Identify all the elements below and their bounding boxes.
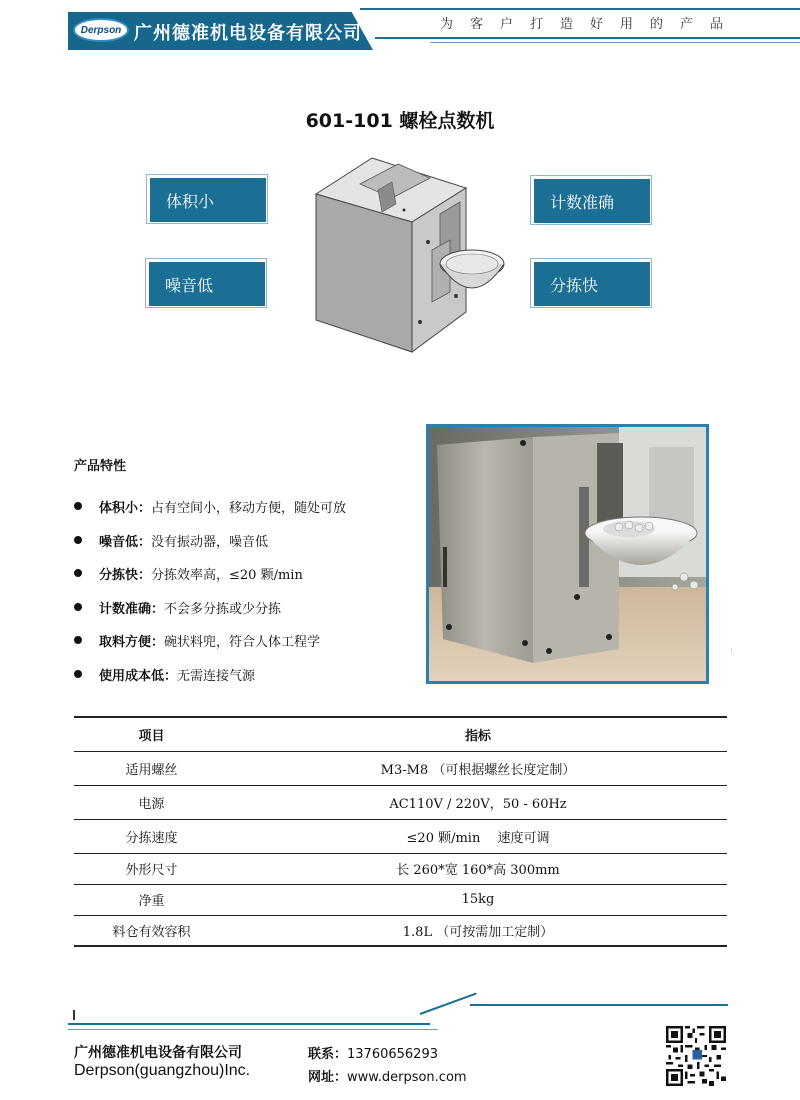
product-photo: [426, 424, 709, 684]
contact-label: 联系：: [308, 1047, 348, 1062]
spec-name: 分拣速度: [74, 819, 229, 853]
badge-fast-sort: 分拣快: [534, 262, 650, 306]
footer-rule: [68, 1023, 430, 1025]
qr-code[interactable]: [666, 1026, 726, 1086]
feature-name: 取料方便：: [99, 635, 165, 650]
contact-phone: 13760656293: [347, 1047, 438, 1062]
spec-value: 长 260*宽 160*高 300mm: [229, 853, 727, 884]
table-header-item: 项目: [74, 717, 229, 751]
table-row: [74, 751, 727, 785]
bullet-icon: [74, 670, 82, 678]
badge-low-noise: 噪音低: [149, 262, 265, 306]
spec-value: M3-M8 （可根据螺丝长度定制）: [229, 751, 727, 785]
website-url[interactable]: www.derpson.com: [347, 1070, 467, 1085]
feature-desc: 碗状料兜，符合人体工程学: [164, 635, 321, 650]
feature-name: 分拣快：: [99, 568, 152, 583]
feature-desc: 不会多分拣或少分拣: [164, 601, 282, 617]
badge-accurate-count: 计数准确: [534, 179, 650, 223]
list-item: [74, 631, 346, 665]
badge-small-size: 体积小: [150, 178, 266, 222]
spec-name: 适用螺丝: [74, 751, 229, 785]
footer-rule-diagonal: [420, 993, 477, 1015]
header-slogan: 为客户打造好用的产品: [440, 17, 741, 32]
spec-value: ≤20 颗/min 速度可调: [229, 819, 727, 853]
machine-cad-drawing: [300, 152, 510, 357]
bullet-icon: [74, 502, 82, 510]
list-item: [74, 497, 346, 531]
product-photo-illustration: [429, 427, 706, 681]
header-rule-top: [360, 8, 800, 10]
spec-table: [74, 716, 727, 947]
table-header-value: 指标: [229, 717, 727, 751]
company-logo: [73, 18, 129, 42]
bullet-icon: [74, 536, 82, 544]
header-rule-thin: [430, 42, 800, 43]
logo-text: Derpson: [80, 24, 122, 36]
table-row: [74, 853, 727, 884]
footer-company-cn: 广州德准机电设备有限公司: [74, 1045, 242, 1061]
spec-value: 1.8L （可按需加工定制）: [229, 915, 727, 946]
spec-name: 电源: [74, 785, 229, 819]
feature-name: 体积小：: [99, 501, 152, 516]
stray-mark: [731, 648, 732, 654]
page-title: 601-101 螺栓点数机: [305, 110, 495, 132]
header-company-name: 广州德准机电设备有限公司: [134, 23, 362, 44]
spec-value: 15kg: [229, 884, 727, 915]
spec-name: 外形尺寸: [74, 853, 229, 884]
footer-rule-thin: [68, 1029, 438, 1030]
footer-rule-right: [470, 1004, 728, 1006]
bullet-icon: [74, 636, 82, 644]
footer-contact: [308, 1043, 438, 1062]
table-row: [74, 785, 727, 819]
footer-website: [308, 1066, 467, 1085]
list-item: [74, 598, 346, 632]
feature-name: 噪音低：: [99, 534, 152, 550]
footer-company-en: Derpson(guangzhou)Inc.: [74, 1062, 251, 1079]
feature-desc: 分拣效率高，≤20 颗/min: [151, 568, 303, 583]
table-row: [74, 884, 727, 915]
footer-mark: [73, 1010, 75, 1020]
feature-desc: 没有振动器，噪音低: [151, 534, 269, 550]
list-item: [74, 531, 346, 565]
table-header-row: [74, 717, 727, 751]
spec-name: 净重: [74, 884, 229, 915]
feature-desc: 无需连接气源: [177, 668, 256, 684]
feature-name: 使用成本低：: [99, 668, 178, 684]
spec-name: 料仓有效容积: [74, 915, 229, 946]
table-row: [74, 915, 727, 946]
features-list: [74, 497, 346, 698]
website-label: 网址：: [308, 1070, 348, 1085]
spec-value: AC110V / 220V，50 - 60Hz: [229, 785, 727, 819]
list-item: [74, 564, 346, 598]
header-rule-bottom: [375, 37, 800, 39]
table-row: [74, 819, 727, 853]
bullet-icon: [74, 603, 82, 611]
list-item: [74, 665, 346, 699]
bullet-icon: [74, 569, 82, 577]
features-title: 产品特性: [74, 459, 127, 474]
feature-name: 计数准确：: [99, 601, 165, 617]
feature-desc: 占有空间小，移动方便，随处可放: [151, 501, 347, 516]
